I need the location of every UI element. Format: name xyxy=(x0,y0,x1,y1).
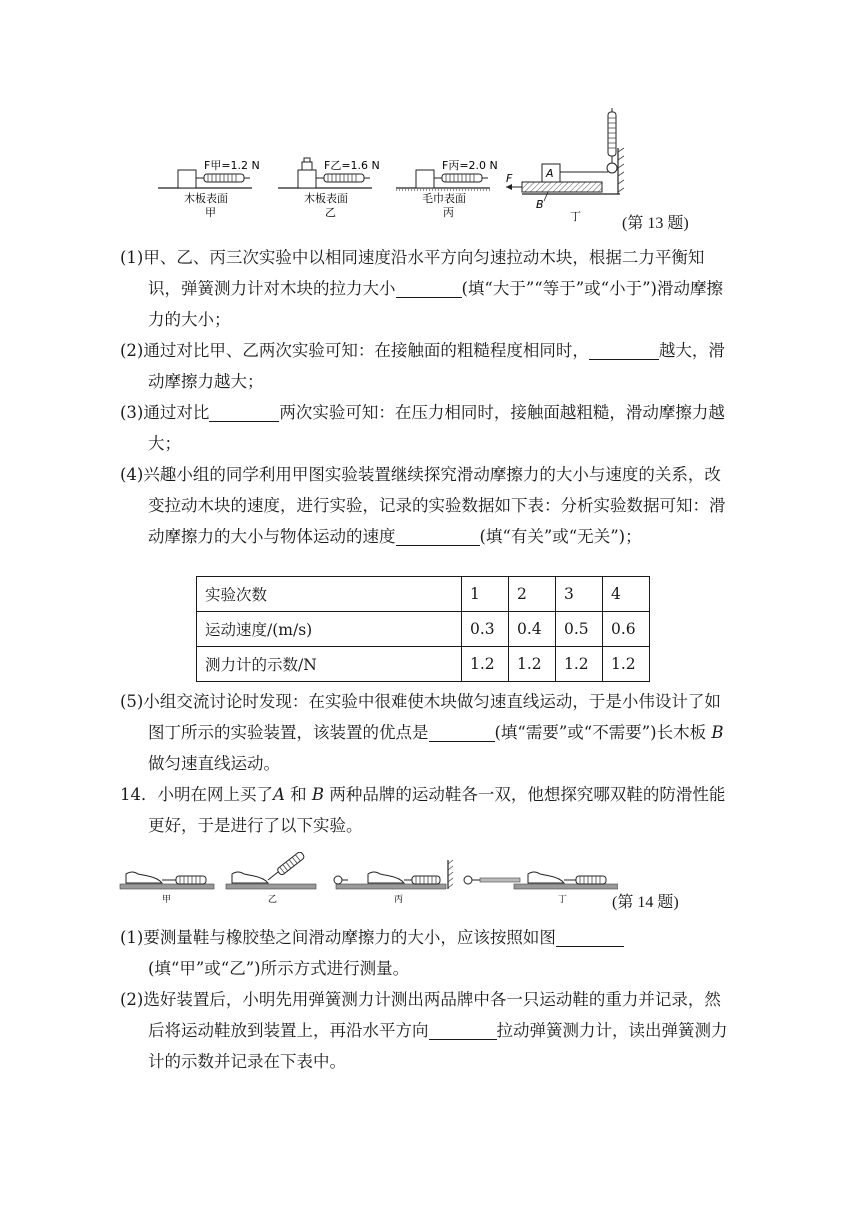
panel-label-bing: 丙 xyxy=(443,206,454,219)
q13-part-3: (3)通过对比 两次实验可知：在压力相同时，接触面越粗糙，滑动摩擦力越大； xyxy=(120,403,725,453)
force-label-jia: F甲=1.2 N xyxy=(204,159,260,172)
block-a-label: A xyxy=(546,167,554,180)
table-row: 测力计的示数/N 1.2 1.2 1.2 1.2 xyxy=(197,647,650,682)
panel-jia xyxy=(158,159,260,219)
answer-blank[interactable] xyxy=(556,928,624,947)
panel-ding xyxy=(506,108,624,223)
answer-blank[interactable] xyxy=(429,1021,497,1040)
panel-bing xyxy=(396,159,498,219)
fig14-panel-ding xyxy=(464,872,618,905)
q14-part-1: (1)要测量鞋与橡胶垫之间滑动摩擦力的大小，应该按照如图(填“甲”或“乙”)所示方式进行测量。 xyxy=(120,922,730,984)
table-row: 实验次数 1 2 3 4 xyxy=(197,577,650,612)
table-row: 运动速度/(m/s) 0.3 0.4 0.5 0.6 xyxy=(197,612,650,647)
q13-part-2: (2)通过对比甲、乙两次实验可知：在接触面的粗糙程度相同时， 越大，滑动摩擦力越大； xyxy=(120,341,725,391)
surface-label-jia: 木板表面 xyxy=(184,192,228,205)
fig14-panel-yi xyxy=(226,852,316,905)
fig14-label-bing: 丙 xyxy=(394,895,404,905)
q14-intro: 14．小明在网上买了A 和 B 两种品牌的运动鞋各一双，他想探究哪双鞋的防滑性能更好，于是进行了以下实验。 xyxy=(120,785,726,835)
panel-label-ding: 丁 xyxy=(570,210,581,223)
board-b-label: B xyxy=(536,198,544,211)
surface-label-bing: 毛巾表面 xyxy=(422,192,466,205)
fig14-label-ding: 丁 xyxy=(558,895,568,905)
q14-part-2: (2)选好装置后，小明先用弹簧测力计测出两品牌中各一只运动鞋的重力并记录，然后将运动鞋放到装置上，再沿水平方向 拉动弹簧测力计，读出弹簧测力计的示数并记录在下表中。 xyxy=(120,990,728,1071)
answer-blank[interactable] xyxy=(429,723,495,742)
surface-label-yi: 木板表面 xyxy=(304,192,348,205)
question-14-body xyxy=(120,922,730,1077)
question-13-part-5-and-14-intro xyxy=(120,686,730,841)
fig14-label-yi: 乙 xyxy=(268,895,278,905)
answer-blank[interactable] xyxy=(396,527,480,546)
fig14-panel-bing xyxy=(334,860,453,905)
answer-blank[interactable] xyxy=(589,341,659,360)
q13-part-5: (5)小组交流讨论时发现：在实验中很难使木块做匀速直线运动，于是小伟设计了如图丁所示的实验装置，该装置的优点是 (填“需要”或“不需要”)长木板 B 做匀速直线运动。 xyxy=(120,692,724,773)
q13-part-1: (1)甲、乙、丙三次实验中以相同速度沿水平方向匀速拉动木块，根据二力平衡知识，弹簧测力计对木块的拉力大小 (填“大于”“等于”或“小于”)滑动摩擦力的大小； xyxy=(120,248,723,329)
q13-part-4: (4)兴趣小组的同学利用甲图实验装置继续探究滑动摩擦力的大小与速度的关系，改变拉动木块的速度，进行实验，记录的实验数据如下表：分析实验数据可知：滑动摩擦力的大小与物体运动的速度 (填“有关”或“无关”)； xyxy=(120,465,726,546)
figure-13-caption: (第 13 题) xyxy=(622,215,689,232)
question-13-body xyxy=(120,242,730,552)
panel-label-jia: 甲 xyxy=(205,206,216,219)
force-label-yi: F乙=1.6 N xyxy=(324,159,380,172)
answer-blank[interactable] xyxy=(209,403,279,422)
panel-yi xyxy=(278,158,380,219)
fig14-label-jia: 甲 xyxy=(162,895,172,905)
figure-13 xyxy=(150,108,630,232)
answer-blank[interactable] xyxy=(396,279,462,298)
pull-force-label: F xyxy=(506,172,513,185)
figure-14-caption: (第 14 题) xyxy=(612,894,679,911)
panel-label-yi: 乙 xyxy=(325,206,336,219)
figure-14 xyxy=(118,852,618,908)
speed-friction-table xyxy=(196,576,650,682)
force-label-bing: F丙=2.0 N xyxy=(442,159,498,172)
fig14-panel-jia xyxy=(120,872,214,905)
